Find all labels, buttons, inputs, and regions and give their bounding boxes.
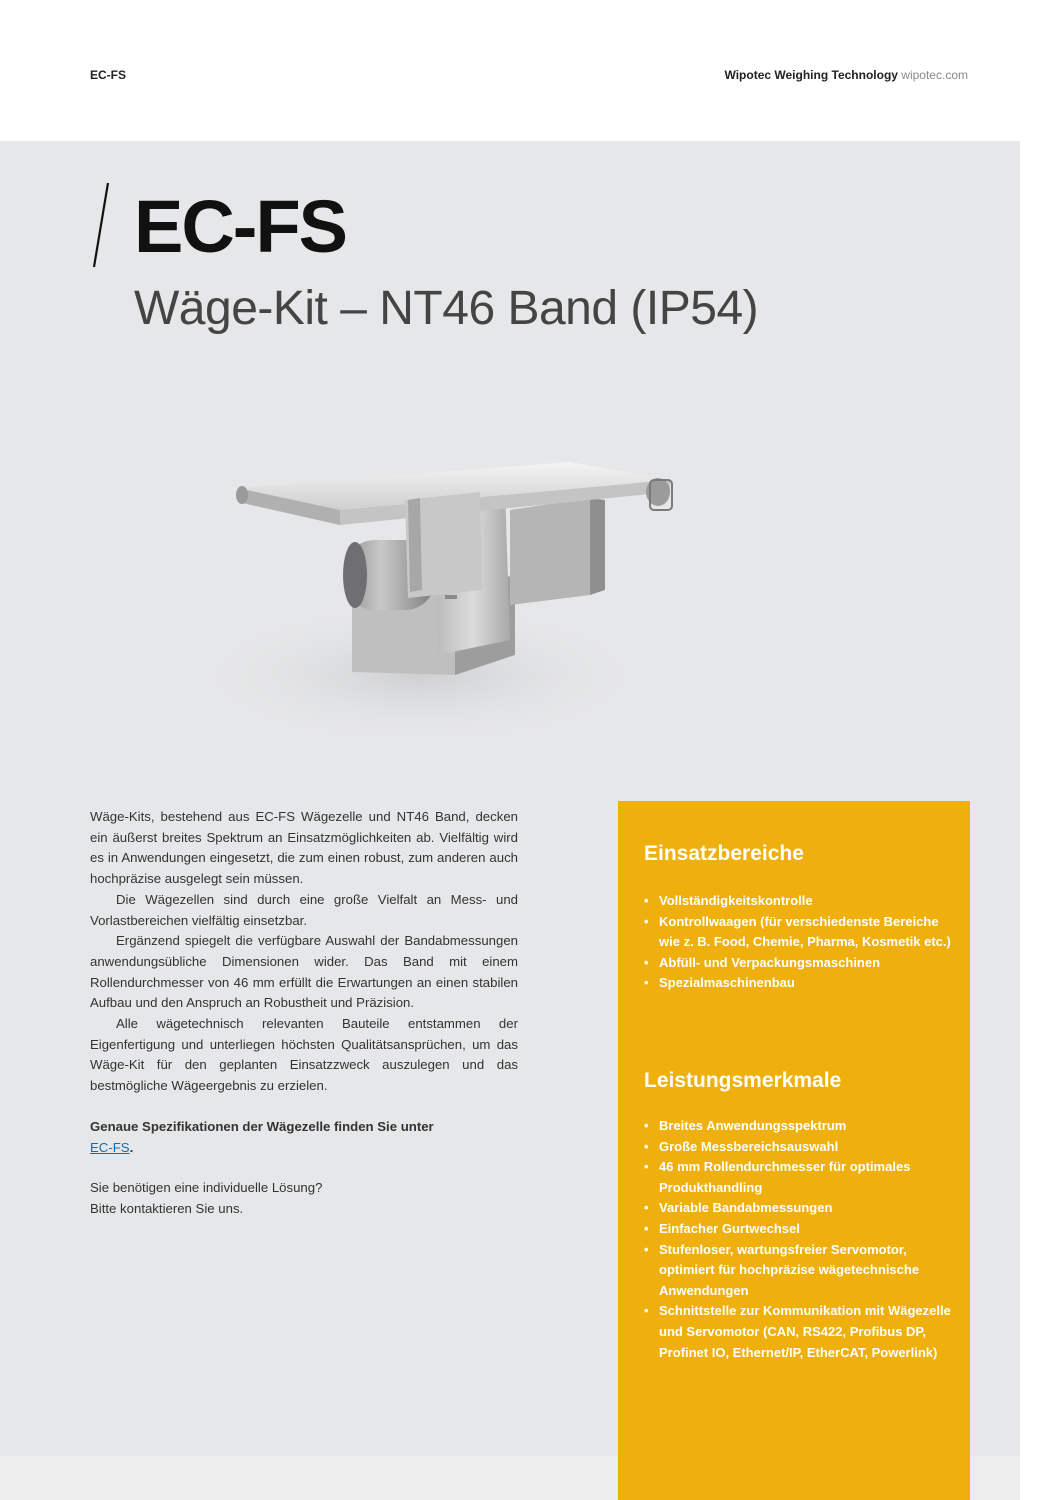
contact-note [90,1178,518,1219]
page-subtitle: Wäge-Kit – NT46 Band (IP54) [134,282,759,335]
spec-link[interactable]: EC-FS [90,1139,130,1155]
spec-note [90,1117,518,1158]
body-paragraph-1: Wäge-Kits, bestehend aus EC-FS Wägezelle und NT46 Band, decken ein äußerst breites Spektrum an Einsatzmöglichkeiten ab. Vielfältig wird es in Anwendungen eingesetzt, die zum einen robust, zum anderen auch hochpräzise ausgelegt sein müssen. [90,809,518,887]
contact-line-1: Sie benötigen eine individuelle Lösung? [90,1180,323,1196]
brand-url[interactable]: wipotec.com [901,68,968,82]
body-paragraph-2: Die Wägezellen sind durch eine große Vielfalt an Mess- und Vorlastbereichen vielfältig einsetzbar. [90,891,518,928]
product-image [180,440,740,760]
list-item: • Vollständigkeitskontrolle [644,891,954,912]
list-einsatzbereiche [644,891,954,994]
list-item: • Stufenloser, wartungsfreier Servomotor, optimiert für hochpräzise wägetechnische Anwendungen [644,1240,954,1302]
spec-end: . [129,1139,134,1155]
list-item: • Spezialmaschinenbau [644,973,954,994]
list-leistungsmerkmale [644,1116,954,1363]
spec-text: Genaue Spezifikationen der Wägezelle finden Sie unter [90,1118,434,1134]
list-item: • 46 mm Rollendurchmesser für optimales Produkthandling [644,1157,954,1198]
title-slash-icon [91,181,111,271]
list-item: • Abfüll- und Verpackungsmaschinen [644,953,954,974]
list-item: • Schnittstelle zur Kommunikation mit Wägezelle und Servomotor (CAN, RS422, Profibus DP, Profinet IO, Ethernet/IP, EtherCAT, Powerlink) [644,1301,954,1363]
features-box [618,801,970,1500]
header-product-code: EC-FS [90,68,126,82]
list-item: • Variable Bandabmessungen [644,1198,954,1219]
list-item: • Einfacher Gurtwechsel [644,1219,954,1240]
list-item: • Kontrollwaagen (für verschiedenste Bereiche wie z. B. Food, Chemie, Pharma, Kosmetik etc.) [644,912,954,953]
contact-line-2: Bitte kontaktieren Sie uns. [90,1200,244,1216]
body-paragraph-3: Ergänzend spiegelt die verfügbare Auswahl der Bandabmessungen anwendungsübliche Dimensionen wider. Das Band mit einem Rollendurchmesser von 46 mm erfüllt die Erwartungen an einen stabilen Aufbau und den Anspruch an Robustheit und Präzision. [90,933,518,1011]
list-item: • Große Messbereichsauswahl [644,1137,954,1158]
list-item: • Breites Anwendungsspektrum [644,1116,954,1137]
section-title-leistungsmerkmale: Leistungsmerkmale [644,1069,842,1092]
page-title: EC-FS [134,185,346,268]
body-paragraph-4: Alle wägetechnisch relevanten Bauteile entstammen der Eigenfertigung und unterliegen höchsten Qualitätsansprüchen, um das Wäge-Kit für den geplanten Einsatzzweck auszulegen und das bestmögliche Wägeergebnis zu erzielen. [90,1016,518,1094]
header-brand [725,68,969,82]
section-title-einsatzbereiche: Einsatzbereiche [644,842,804,865]
body-text [90,807,518,1220]
brand-name: Wipotec Weighing Technology [724,68,898,82]
